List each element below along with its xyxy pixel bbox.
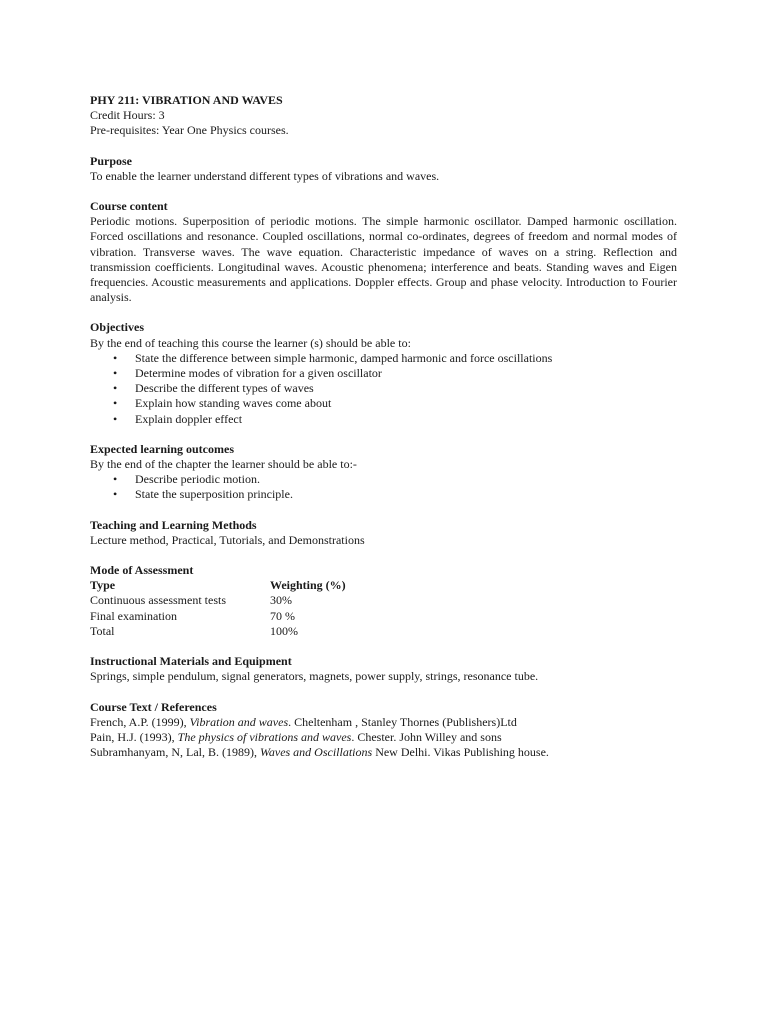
purpose-section xyxy=(90,154,677,184)
materials-section xyxy=(90,654,677,684)
assessment-type-cell: Final examination xyxy=(90,608,177,623)
table-row xyxy=(90,624,346,639)
list-item xyxy=(90,351,677,366)
course-title: PHY 211: VIBRATION AND WAVES xyxy=(90,93,283,107)
list-item-text: State the superposition principle. xyxy=(135,487,293,502)
course-content-section xyxy=(90,199,677,305)
bullet-icon: • xyxy=(113,350,118,365)
bullet-icon: • xyxy=(113,396,118,411)
assessment-table xyxy=(90,578,346,639)
reference-publisher: . Cheltenham , Stanley Thornes (Publishers)Ltd xyxy=(288,714,517,729)
bullet-icon: • xyxy=(113,472,118,487)
outcomes-intro: By the end of the chapter the learner should be able to:- xyxy=(90,457,357,472)
list-item-text: State the difference between simple harmonic, damped harmonic and force oscillations xyxy=(135,350,553,365)
outcomes-section xyxy=(90,442,677,503)
purpose-heading: Purpose xyxy=(90,153,132,168)
syllabus-page xyxy=(90,93,677,760)
bullet-icon: • xyxy=(113,487,118,502)
assessment-section xyxy=(90,563,677,639)
objectives-list xyxy=(90,351,677,427)
list-item-text: Explain doppler effect xyxy=(135,411,243,426)
table-header-row xyxy=(90,578,346,593)
reference-title: The physics of vibrations and waves xyxy=(177,729,352,744)
reference-publisher: . Chester. John Willey and sons xyxy=(351,729,502,744)
list-item-text: Explain how standing waves come about xyxy=(135,396,332,411)
bullet-icon: • xyxy=(113,381,118,396)
objectives-section xyxy=(90,320,677,426)
list-item xyxy=(90,366,677,381)
column-header-type: Type xyxy=(90,578,116,593)
column-header-weighting: Weighting (%) xyxy=(270,578,346,593)
list-item xyxy=(90,472,677,487)
list-item xyxy=(90,412,677,427)
bullet-icon: • xyxy=(113,411,118,426)
reference-author: Subramhanyam, N, Lal, B. (1989), xyxy=(90,745,260,760)
assessment-type-cell: Total xyxy=(90,623,115,638)
bullet-icon: • xyxy=(113,366,118,381)
list-item xyxy=(90,381,677,396)
list-item xyxy=(90,396,677,411)
prerequisites: Pre-requisites: Year One Physics courses. xyxy=(90,123,289,138)
outcomes-list xyxy=(90,472,677,502)
reference-item xyxy=(90,745,677,760)
outcomes-heading: Expected learning outcomes xyxy=(90,441,234,456)
reference-title: Vibration and waves xyxy=(189,714,289,729)
reference-author: French, A.P. (1999), xyxy=(90,714,190,729)
list-item-text: Determine modes of vibration for a given oscillator xyxy=(135,366,382,381)
assessment-heading: Mode of Assessment xyxy=(90,563,194,578)
objectives-heading: Objectives xyxy=(90,320,144,335)
references-section xyxy=(90,700,677,761)
course-content-heading: Course content xyxy=(90,199,168,214)
methods-section xyxy=(90,518,677,548)
list-item xyxy=(90,487,677,502)
purpose-text: To enable the learner understand different types of vibrations and waves. xyxy=(90,168,440,183)
assessment-weight-cell: 70 % xyxy=(270,608,295,623)
assessment-weight-cell: 30% xyxy=(270,593,292,608)
reference-item xyxy=(90,715,677,730)
credit-hours: Credit Hours: 3 xyxy=(90,108,165,123)
reference-item xyxy=(90,730,677,745)
reference-publisher: New Delhi. Vikas Publishing house. xyxy=(372,745,549,760)
objectives-intro: By the end of teaching this course the learner (s) should be able to: xyxy=(90,335,411,350)
materials-heading: Instructional Materials and Equipment xyxy=(90,654,292,669)
methods-heading: Teaching and Learning Methods xyxy=(90,517,257,532)
list-item-text: Describe periodic motion. xyxy=(135,472,260,487)
list-item-text: Describe the different types of waves xyxy=(135,381,314,396)
materials-text: Springs, simple pendulum, signal generators, magnets, power supply, strings, resonance tube. xyxy=(90,669,539,684)
references-heading: Course Text / References xyxy=(90,699,217,714)
methods-text: Lecture method, Practical, Tutorials, and Demonstrations xyxy=(90,532,365,547)
assessment-weight-cell: 100% xyxy=(270,623,298,638)
reference-title: Waves and Oscillations xyxy=(259,745,373,760)
assessment-type-cell: Continuous assessment tests xyxy=(90,593,227,608)
course-content-text: Periodic motions. Superposition of periodic motions. The simple harmonic oscillator. Damped harmonic oscillation. Forced oscillations and resonance. Coupled oscillations, normal co-ordinates, degrees of freedom and normal modes of vibration. Transverse waves. The wave equation. Characteristic impedance of waves on a string. Reflection and transmission coefficients. Longitudinal waves. Acoustic phenomena; interference and beats. Standing waves and Eigen frequencies. Acoustic measurements and applications. Doppler effects. Group and phase velocity. Introduction to Fourier analysis. xyxy=(90,214,677,305)
table-row xyxy=(90,593,346,608)
reference-author: Pain, H.J. (1993), xyxy=(90,729,178,744)
table-row xyxy=(90,609,346,624)
